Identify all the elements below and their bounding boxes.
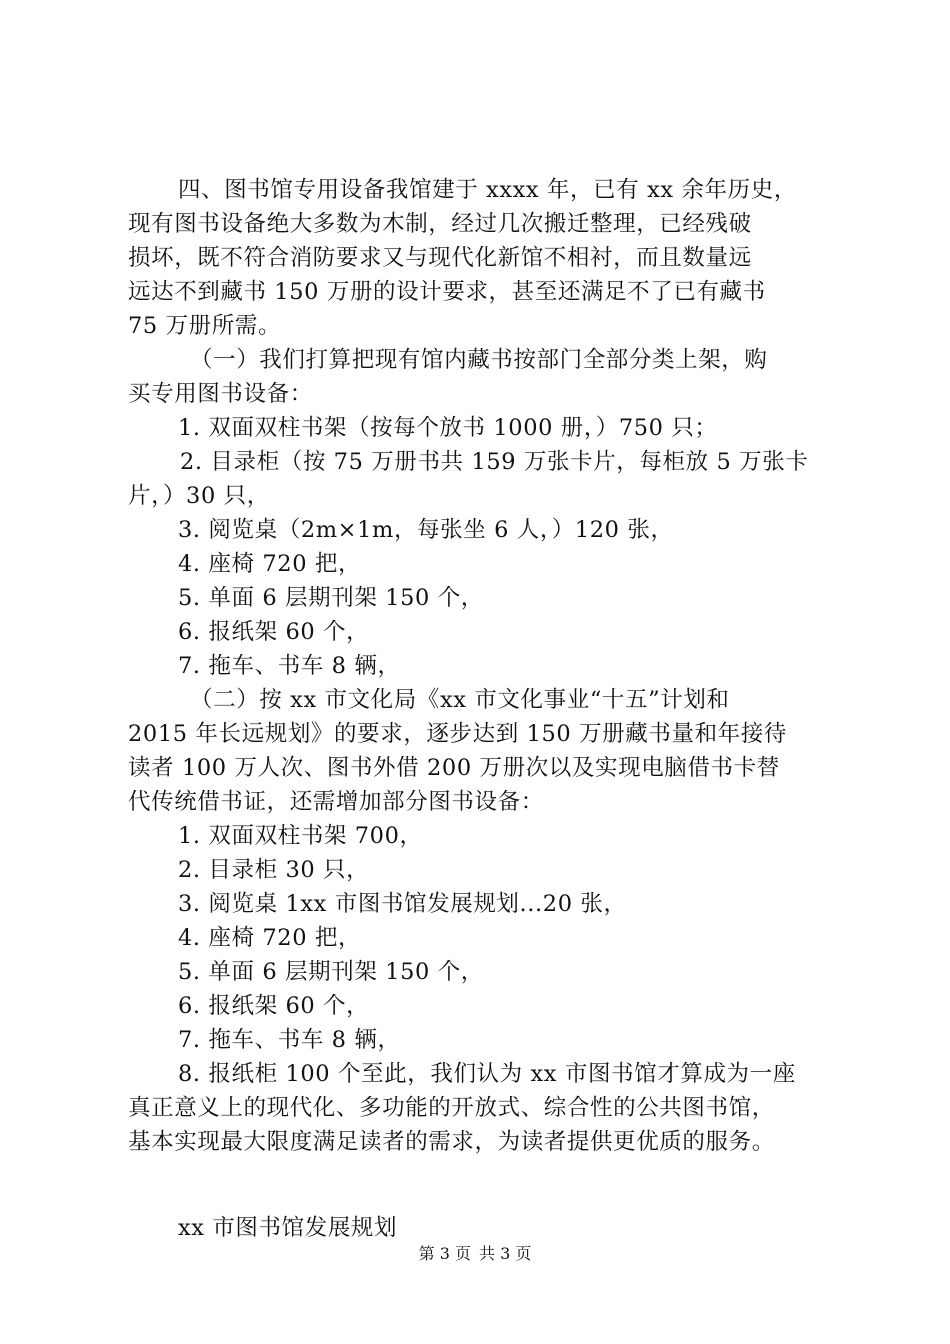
section-heading-line: （二）按 xx 市文化局《xx 市文化事业“十五”计划和 [190, 687, 730, 713]
closing-title: xx 市图书馆发展规划 [178, 1215, 398, 1241]
paragraph-line: 损坏，既不符合消防要求又与现代化新馆不相衬，而且数量远 [128, 245, 752, 271]
paragraph-line: 代传统借书证，还需增加部分图书设备： [128, 789, 544, 815]
list-item: 4. 座椅 720 把， [178, 925, 362, 951]
paragraph-line: 基本实现最大限度满足读者的需求，为读者提供更优质的服务。 [128, 1129, 775, 1155]
list-item: 3. 阅览桌 1xx 市图书馆发展规划...20 张， [178, 891, 627, 917]
list-item: 1. 双面双柱书架（按每个放书 1000 册，）750 只； [178, 415, 718, 441]
list-item: 4. 座椅 720 把， [178, 551, 362, 577]
paragraph-line: 真正意义上的现代化、多功能的开放式、综合性的公共图书馆， [128, 1095, 775, 1121]
list-item: 3. 阅览桌（2m×1m，每张坐 6 人，）120 张， [178, 517, 674, 543]
list-item: 5. 单面 6 层期刊架 150 个， [178, 585, 484, 611]
list-item: 1. 双面双柱书架 700， [178, 823, 423, 849]
list-item: 7. 拖车、书车 8 辆， [178, 1027, 401, 1053]
paragraph-line: 现有图书设备绝大多数为木制，经过几次搬迁整理，已经残破 [128, 211, 752, 237]
paragraph-line: 四、图书馆专用设备我馆建于 xxxx 年，已有 xx 余年历史， [178, 177, 797, 203]
page-number: 第 3 页 [418, 1244, 471, 1263]
list-item: 2. 目录柜（按 75 万册书共 159 万张卡片，每柜放 5 万张卡 [180, 449, 809, 475]
paragraph-line: 2015 年长远规划》的要求，逐步达到 150 万册藏书量和年接待 [128, 721, 787, 747]
list-item: 6. 报纸架 60 个， [178, 993, 370, 1019]
page-footer [0, 1244, 950, 1264]
list-item: 7. 拖车、书车 8 辆， [178, 653, 401, 679]
document-body [128, 173, 848, 1245]
spacer [128, 1159, 848, 1211]
paragraph-line: 75 万册所需。 [128, 313, 282, 339]
paragraph-line: 买专用图书设备： [128, 381, 313, 407]
page-total: 共 3 页 [479, 1244, 532, 1263]
paragraph-line: 读者 100 万人次、图书外借 200 万册次以及实现电脑借书卡替 [128, 755, 780, 781]
list-item: 6. 报纸架 60 个， [178, 619, 370, 645]
paragraph-line: 远达不到藏书 150 万册的设计要求，甚至还满足不了已有藏书 [128, 279, 766, 305]
section-heading-line: （一）我们打算把现有馆内藏书按部门全部分类上架，购 [190, 347, 768, 373]
list-item: 5. 单面 6 层期刊架 150 个， [178, 959, 484, 985]
paragraph-line: 8. 报纸柜 100 个至此，我们认为 xx 市图书馆才算成为一座 [178, 1061, 796, 1087]
list-item: 2. 目录柜 30 只， [178, 857, 370, 883]
list-item-continuation: 片，）30 只， [128, 483, 270, 509]
